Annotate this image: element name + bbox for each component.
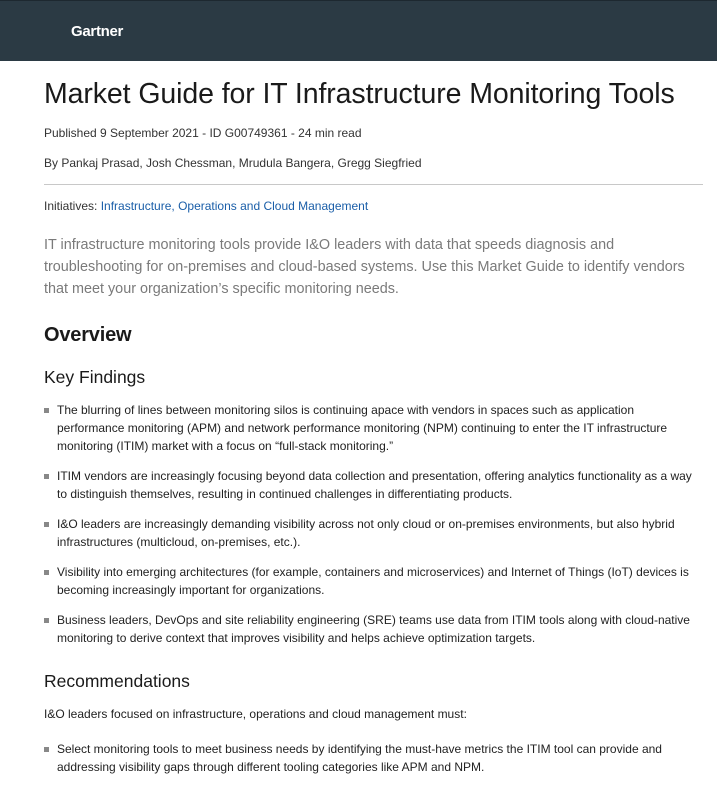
gartner-logo[interactable]: Gartner (71, 23, 124, 40)
list-item: I&O leaders are increasingly demanding visibility across not only cloud or on-premises environments, but also hybrid infrastructures (multicloud, on-premises, etc.). (44, 515, 704, 551)
key-findings-heading: Key Findings (44, 367, 146, 387)
divider (44, 184, 703, 185)
summary-text: IT infrastructure monitoring tools provide I&O leaders with data that speeds diagnosis and troubleshooting for on-premises and cloud-based systems. Use this Market Guide to identify vendors that meet your organization’s specific monitoring needs. (44, 237, 685, 297)
list-item: Visibility into emerging architectures (for example, containers and microservices) and Internet of Things (IoT) devices is becoming increasingly important for organizations. (44, 563, 704, 599)
page-title: Market Guide for IT Infrastructure Monitoring Tools (44, 78, 675, 110)
initiatives-label: Initiatives: (44, 199, 101, 213)
overview-heading: Overview (44, 324, 132, 346)
initiatives-line (44, 199, 368, 213)
recommendations-intro: I&O leaders focused on infrastructure, operations and cloud management must: (44, 707, 467, 721)
list-item: Business leaders, DevOps and site reliability engineering (SRE) teams use data from ITIM tools along with cloud-native monitoring to derive context that improves visibility and helps achieve optimization targets. (44, 611, 704, 647)
list-item: The blurring of lines between monitoring silos is continuing apace with vendors in spaces such as application performance monitoring (APM) and network performance monitoring (NPM) continuing to enter the IT infrastructure monitoring (ITIM) market with a focus on “full-stack monitoring.” (44, 401, 704, 455)
initiatives-link[interactable]: Infrastructure, Operations and Cloud Management (100, 199, 369, 213)
key-findings-list (44, 401, 704, 659)
top-header-bar (0, 0, 717, 61)
recommendations-list (44, 740, 704, 788)
list-item: Select monitoring tools to meet business needs by identifying the must-have metrics the ITIM tool can provide and addressing visibility gaps through different tooling categories like APM and NPM. (44, 740, 704, 776)
list-item: ITIM vendors are increasingly focusing beyond data collection and presentation, offering analytics functionality as a way to distinguish themselves, resulting in continued challenges in differentiating products. (44, 467, 704, 503)
recommendations-heading: Recommendations (44, 671, 190, 691)
published-info: Published 9 September 2021 - ID G00749361 - 24 min read (44, 126, 362, 140)
author-byline: By Pankaj Prasad, Josh Chessman, Mrudula Bangera, Gregg Siegfried (44, 156, 422, 170)
